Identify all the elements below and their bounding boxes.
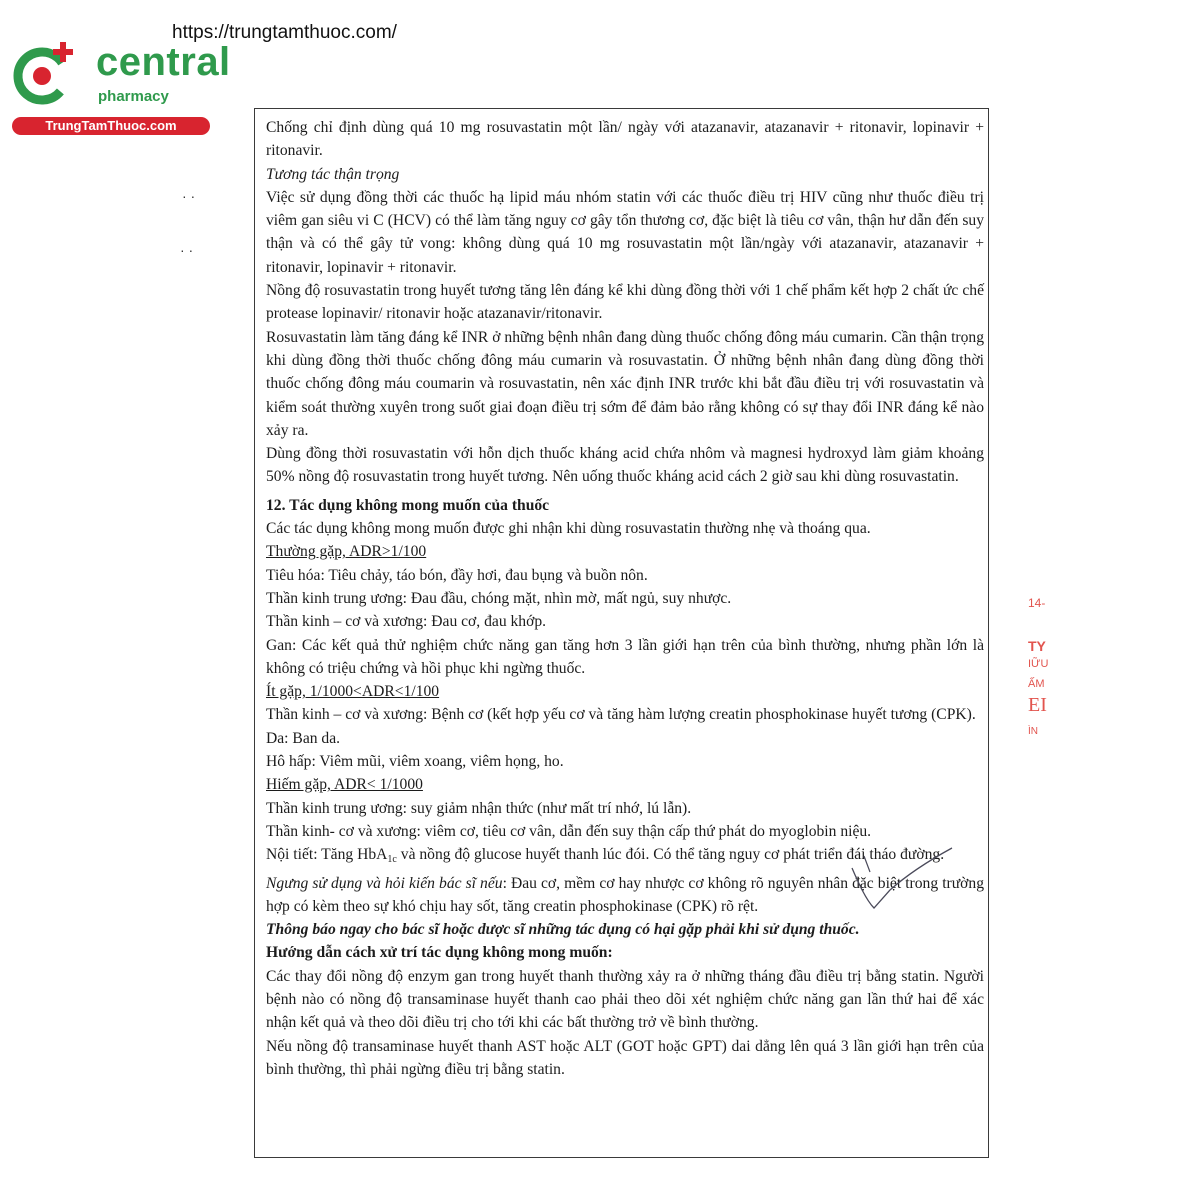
paragraph: Dùng đồng thời rosuvastatin với hỗn dịch thuốc kháng acid chứa nhôm và magnesi hydroxyd làm giảm khoảng 50% nồng độ rosuvastatin trong huyết tương. Nên uống thuốc kháng acid cách 2 giờ sau khi dùng rosuvastatin. — [266, 445, 984, 486]
scan-mark: · · — [182, 188, 196, 204]
stamp-text: IỮU — [1028, 658, 1049, 670]
list-item: Hô hấp: Viêm mũi, viêm xoang, viêm họng, ho. — [266, 753, 564, 771]
list-item: Tiêu hóa: Tiêu chảy, táo bón, đầy hơi, đau bụng và buồn nôn. — [266, 566, 648, 584]
list-item: Gan: Các kết quả thử nghiệm chức năng gan tăng hơn 3 lần giới hạn trên của bình thường, nhưng phần lớn là không có triệu chứng và hồi phục khi ngừng thuốc. — [266, 636, 984, 677]
brand-logo[interactable] — [10, 38, 231, 138]
scan-mark: · · — [180, 242, 194, 258]
signature-mark — [848, 842, 956, 912]
stamp-text: TY — [1028, 638, 1046, 654]
stop-label: Ngưng sử dụng và hỏi kiến bác sĩ nếu — [266, 874, 503, 892]
document-body — [266, 116, 984, 1081]
subscript: 1c — [387, 854, 397, 866]
paragraph: Các thay đổi nồng độ enzym gan trong huyết thanh thường xảy ra ở những tháng đầu điều trị bằng statin. Người bệnh nào có nồng độ transaminase huyết thanh cao phải theo dõi xét nghiệm chức năng gan lần thứ hai để xác nhận kết quả và theo dõi điều trị cho tới khi các bất thường trở về bình thường. — [266, 967, 984, 1032]
stamp-text: 14- — [1028, 596, 1046, 610]
frequency-title-uncommon: Ít gặp, 1/1000<ADR<1/100 — [266, 683, 440, 701]
paragraph: Nếu nồng độ transaminase huyết thanh AST hoặc ALT (GOT hoặc GPT) dai dẳng lên quá 3 lần giới hạn trên của bình thường, thì phải ngừng điều trị bằng statin. — [266, 1037, 984, 1078]
stamp-text: ÌN — [1028, 726, 1038, 737]
stamp-edge — [1024, 596, 1056, 776]
brand-name: central — [96, 40, 231, 84]
subheading-caution: Tương tác thận trọng — [266, 165, 400, 183]
pharmacy-cross-icon — [10, 38, 82, 110]
frequency-title-rare: Hiếm gặp, ADR< 1/1000 — [266, 776, 423, 794]
text-run: và nồng độ glucose huyết thanh lúc đói. Có thể tăng nguy cơ phát triển đái tháo đường. — [396, 846, 945, 864]
notify-note: Thông báo ngay cho bác sĩ hoặc dược sĩ những tác dụng có hại gặp phải khi sử dụng thuốc. — [266, 921, 860, 939]
paragraph: Nồng độ rosuvastatin trong huyết tương tăng lên đáng kể khi dùng đồng thời với 1 chế phẩm kết hợp 2 chất ức chế protease lopinavir/ ritonavir hoặc atazanavir/ritonavir. — [266, 282, 984, 323]
list-item: Thần kinh trung ương: suy giảm nhận thức (như mất trí nhớ, lú lẫn). — [266, 799, 692, 817]
list-item: Thần kinh – cơ và xương: Đau cơ, đau khớp. — [266, 613, 547, 631]
paragraph: Các tác dụng không mong muốn được ghi nhận khi dùng rosuvastatin thường nhẹ và thoáng qua. — [266, 520, 871, 538]
list-item: Da: Ban da. — [266, 729, 341, 747]
brand-banner: TrungTamThuoc.com — [12, 117, 210, 135]
site-url[interactable]: https://trungtamthuoc.com/ — [172, 22, 397, 43]
brand-subtitle: pharmacy — [98, 88, 169, 105]
text-run: Nội tiết: Tăng HbA — [266, 846, 388, 864]
list-item: Thần kinh – cơ và xương: Bệnh cơ (kết hợp yếu cơ và tăng hàm lượng creatin phosphokinase huyết tương (CPK). — [266, 706, 976, 724]
paragraph: Chống chỉ định dùng quá 10 mg rosuvastatin một lần/ ngày với atazanavir, atazanavir + ritonavir, lopinavir + ritonavir. — [266, 119, 984, 160]
paragraph: Rosuvastatin làm tăng đáng kể INR ở những bệnh nhân đang dùng thuốc chống đông máu cumarin. Cần thận trọng khi dùng đồng thời thuốc chống đông máu cumarin và rosuvastatin. Ở những bệnh nhân đang dùng đồng thời thuốc chống đông máu coumarin và rosuvastatin, nên xác định INR trước khi bắt đầu điều trị với rosuvastatin và kiểm soát thường xuyên trong suốt giai đoạn điều trị sớm để đảm bảo rằng không có sự thay đổi INR đáng kể nào xảy ra. — [266, 328, 984, 439]
text-run: : Đau cơ, mềm cơ hay nhược cơ không rõ nguyên nhân đặc biệt trong trường hợp có kèm theo sự khó chịu hay sốt, tăng creatin phosphokinase (CPK) rõ rệt. — [266, 874, 985, 915]
section-heading: 12. Tác dụng không mong muốn của thuốc — [266, 496, 550, 514]
paragraph: Việc sử dụng đồng thời các thuốc hạ lipid máu nhóm statin với các thuốc điều trị HIV cũng như thuốc điều trị viêm gan siêu vi C (HCV) có thể làm tăng nguy cơ gây tổn thương cơ, đặc biệt là tiêu cơ vân, thận hư dẫn đến suy thận và có thể gây tử vong: không dùng quá 10 mg rosuvastatin một lần/ngày với atazanavir, atazanavir + ritonavir, lopinavir + ritonavir. — [266, 188, 984, 276]
stamp-text: EI — [1028, 694, 1047, 716]
guide-heading: Hướng dẫn cách xử trí tác dụng không mong muốn: — [266, 944, 613, 962]
frequency-title-common: Thường gặp, ADR>1/100 — [266, 543, 427, 561]
stamp-text: ẤM — [1028, 678, 1045, 690]
list-item: Thần kinh trung ương: Đau đầu, chóng mặt, nhìn mờ, mất ngủ, suy nhược. — [266, 589, 732, 607]
list-item: Thần kinh- cơ và xương: viêm cơ, tiêu cơ vân, dẫn đến suy thận cấp thứ phát do myoglobin niệu. — [266, 822, 872, 840]
